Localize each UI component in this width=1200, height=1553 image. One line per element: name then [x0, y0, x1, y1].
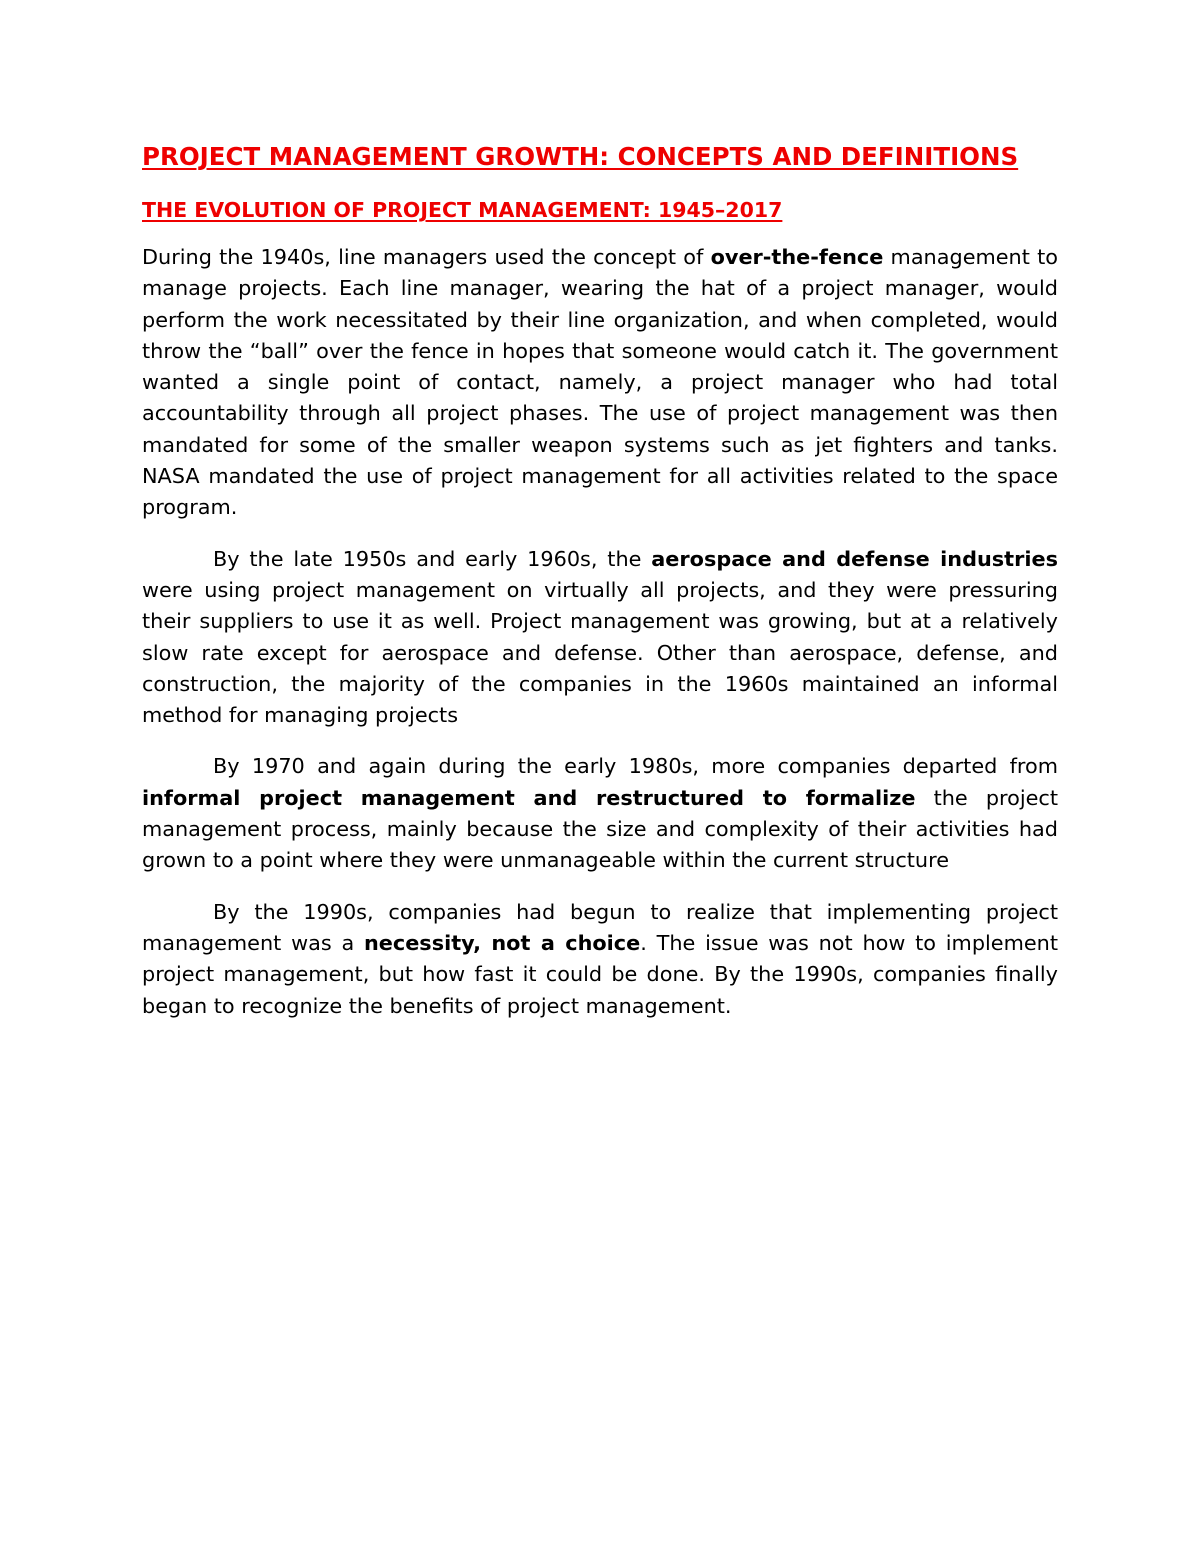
paragraph-1940s	[142, 242, 1058, 524]
section-heading: THE EVOLUTION OF PROJECT MANAGEMENT: 1945–2017	[142, 198, 783, 222]
paragraph-text: were using project management on virtually all projects, and they were pressuring their suppliers to use it as well. Project management was growing, but at a relatively slow rate except for aerospace and defense. Other than aerospace, defense, and construction, the majority of the companies in the 1960s maintained an informal method for managing projects	[142, 577, 1058, 728]
paragraph-text: During the 1940s, line managers used the concept of	[142, 245, 711, 269]
paragraph-1950s	[142, 544, 1058, 732]
emphasis-term: necessity, not a choice	[363, 930, 641, 955]
paragraph-text: By 1970 and again during the early 1980s, more companies departed from	[213, 754, 1058, 779]
paragraph-text: . The issue was not how to implement project management, but how fast it could be done. By the 1990s, companies finally began to recognize the benefits of project management.	[142, 930, 1058, 1018]
emphasis-term: aerospace and defense industries	[651, 546, 1058, 571]
document-page	[142, 138, 1058, 1022]
paragraph-1970s	[142, 751, 1058, 876]
paragraph-text: the project management process, mainly because the size and complexity of their activities had grown to a point where they were unmanageable within the current structure	[142, 785, 1059, 873]
emphasis-term: over-the-fence	[710, 245, 884, 269]
paragraph-text: management to manage projects. Each line manager, wearing the hat of a project manager, would perform the work necessitated by their line organization, and when completed, would throw the “ball” over the fence in hopes that someone would catch it. The government wanted a single point of contact, namely, a project manager who had total accountability through all project phases. The use of project management was then mandated for some of the smaller weapon systems such as jet fighters and tanks. NASA mandated the use of project management for all activities related to the space program.	[142, 245, 1058, 520]
document-title: PROJECT MANAGEMENT GROWTH: CONCEPTS AND DEFINITIONS	[142, 142, 1019, 171]
paragraph-text: By the 1990s, companies had begun to realize that implementing project management was a	[142, 899, 1058, 955]
emphasis-term: informal project management and restructured to formalize	[142, 785, 916, 810]
paragraph-text: By the late 1950s and early 1960s, the	[213, 546, 652, 571]
paragraph-1990s	[142, 897, 1058, 1022]
